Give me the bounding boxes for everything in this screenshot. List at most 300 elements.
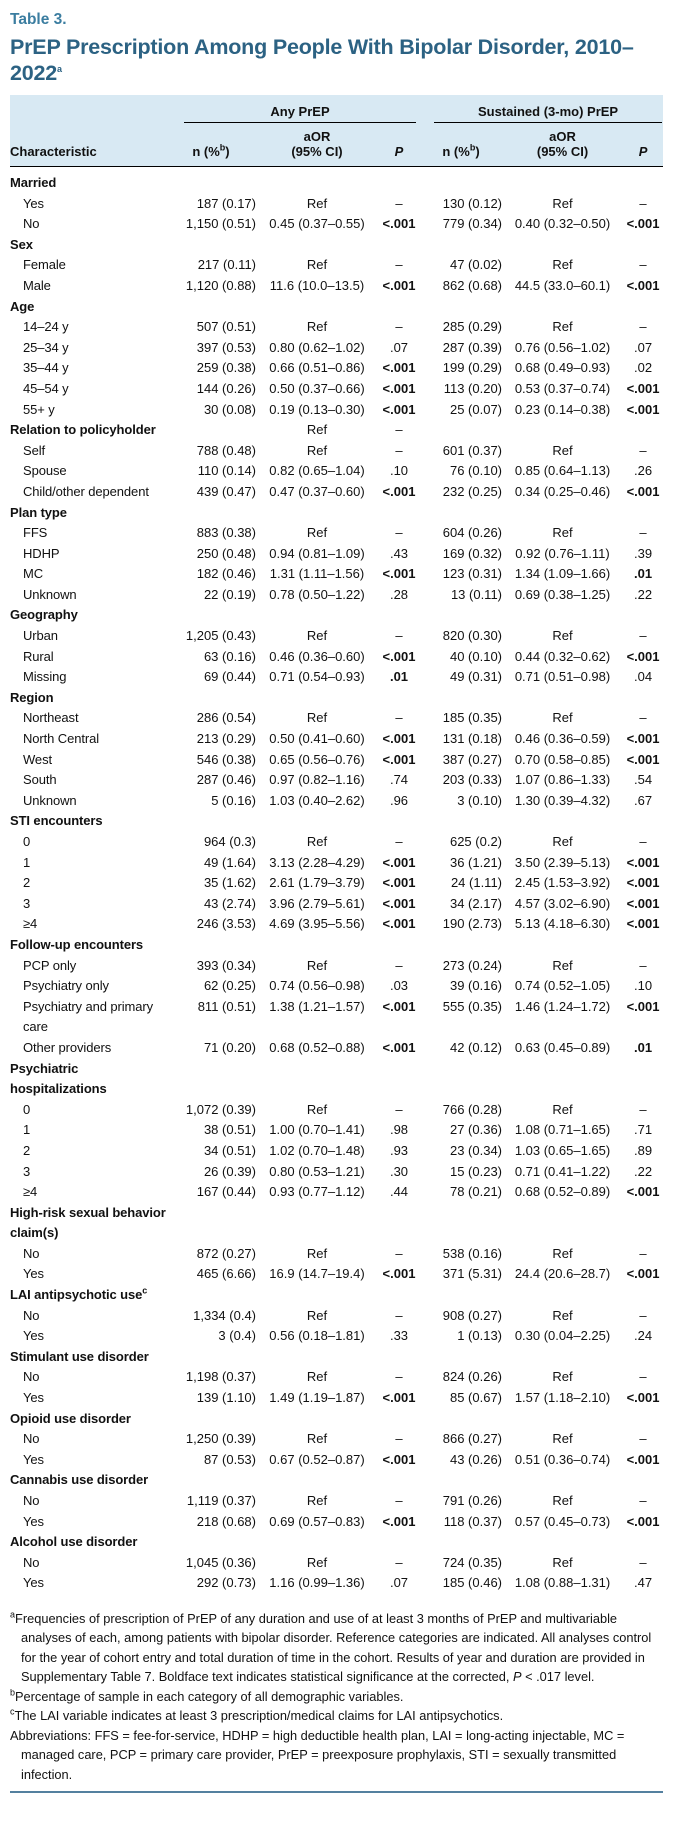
row-label: Psychiatric hospitalizations [10,1060,107,1097]
footnote [10,1706,663,1726]
cell-p1: <.001 [382,731,416,747]
cell-aor1: 1.00 (0.70–1.41) [269,1122,365,1138]
cell-aor2: 3.50 (2.39–5.13) [514,854,611,870]
cell-p2: <.001 [626,483,660,499]
cell-n2: 39 (0.16) [449,978,503,994]
cell-aor2: 0.71 (0.41–1.22) [514,1163,611,1179]
cell-aor1 [256,688,378,709]
cell-n2 [420,935,502,956]
cell-p2: – [639,442,647,458]
cell-n1 [166,1532,256,1553]
cell-p2: <.001 [626,1184,660,1200]
cell-n1 [166,503,256,524]
cell-aor2: 0.51 (0.36–0.74) [514,1451,611,1467]
cell-p1: .43 [389,545,409,561]
cell-aor2 [502,297,623,318]
cell-aor1: Ref [306,195,328,211]
cell-n2: 78 (0.21) [449,1184,503,1200]
cell-aor2: 5.13 (4.18–6.30) [514,916,611,932]
cell-aor1 [256,605,378,626]
table-row [10,750,663,771]
cell-p1: – [395,442,403,458]
cell-p1 [378,935,420,956]
cell-aor1: Ref [306,442,328,458]
cell-aor1 [256,935,378,956]
cell-aor2: 44.5 (33.0–60.1) [514,277,611,293]
cell-aor1: 1.49 (1.19–1.87) [269,1390,365,1406]
footnotes [10,1609,663,1785]
cell-n2: 824 (0.26) [442,1369,503,1385]
table-row [10,544,663,565]
table-row [10,1512,663,1533]
cell-n2: 118 (0.37) [443,1513,503,1529]
spanner-any-prep-label: Any PrEP [184,104,416,123]
row-label: Northeast [23,710,79,726]
table-row [10,708,663,729]
row-label: No [23,1307,40,1323]
cell-p1 [378,1470,420,1491]
row-label: Missing [23,669,67,685]
row-label: No [23,1245,40,1261]
cell-aor2: 0.30 (0.04–2.25) [514,1328,611,1344]
footnote-text: P [513,1669,522,1685]
cell-p1: <.001 [382,1513,416,1529]
cell-aor2 [502,935,623,956]
table-row [10,1553,663,1574]
cell-aor1: Ref [306,834,328,849]
cell-n1: 1,045 (0.36) [185,1554,256,1570]
table-row [10,585,663,606]
footnote-text: Percentage of sample in each category of all demographic variables. [15,1688,404,1704]
cell-n2: 199 (0.29) [442,360,503,376]
table-row [10,379,663,400]
cell-aor1 [256,1203,378,1244]
page-title-footnote-marker: a [57,63,62,74]
table-row [10,1059,663,1100]
cell-p1: .07 [389,339,409,355]
cell-p1: .10 [389,463,409,479]
cell-p2 [623,935,663,956]
row-label: No [23,1369,40,1385]
cell-aor2: 0.68 (0.52–0.89) [514,1184,611,1200]
row-label: Married [10,175,57,190]
cell-p2: <.001 [626,277,660,293]
cell-aor1: Ref [306,1369,328,1385]
cell-p1: <.001 [382,1451,416,1467]
cell-p2 [623,1470,663,1491]
cell-aor1: Ref [306,1493,328,1508]
cell-aor1: 1.03 (0.40–2.62) [269,792,365,808]
table-row [10,1306,663,1327]
table-row [10,441,663,462]
table-row [10,1573,663,1594]
row-label: Yes [23,1328,44,1344]
cell-aor2 [502,503,623,524]
cell-n2: 113 (0.20) [443,380,503,396]
cell-aor2: Ref [552,319,573,335]
cell-aor2: Ref [552,1554,573,1570]
cell-n1 [166,297,256,318]
table-row [10,811,663,832]
row-label: Female [23,257,66,273]
cell-aor2: 24.4 (20.6–28.7) [514,1266,611,1282]
cell-n2: 285 (0.29) [442,319,503,335]
cell-n1: 69 (0.44) [203,669,256,685]
cell-p2: .01 [633,1039,653,1055]
table-row [10,214,663,235]
row-label: Urban [23,628,58,644]
row-label: STI encounters [10,813,103,829]
col-header-aor1: aOR (95% CI) [256,123,378,167]
cell-n1: 144 (0.26) [196,380,256,396]
cell-aor2: 0.53 (0.37–0.74) [514,380,611,396]
cell-p2: – [639,1554,647,1570]
table-row [10,1388,663,1409]
cell-p2: <.001 [626,216,660,232]
cell-p1: <.001 [382,751,416,767]
page-title-text: PrEP Prescription Among People With Bipolar Disorder, 2010–2022 [10,35,634,85]
cell-n2 [420,235,502,256]
bottom-rule [10,1791,663,1793]
cell-aor2: 0.40 (0.32–0.50) [514,216,611,232]
page-title [10,34,663,86]
cell-p1: <.001 [382,566,416,582]
row-label: Male [23,277,51,293]
cell-aor2 [502,688,623,709]
cell-aor2 [502,1203,623,1244]
cell-n1: 393 (0.34) [196,957,256,973]
cell-n2: 601 (0.37) [442,442,503,458]
cell-n1: 5 (0.16) [211,792,256,808]
table-row [10,626,663,647]
cell-aor1: Ref [306,525,328,541]
cell-p1: .96 [389,792,409,808]
table-row [10,1409,663,1430]
cell-n2: 36 (1.21) [449,854,503,870]
cell-aor2: 0.85 (0.64–1.13) [514,463,611,479]
cell-n1: 43 (2.74) [203,895,256,911]
table-row [10,1532,663,1553]
cell-n1: 1,334 (0.4) [193,1307,256,1323]
row-label: Opioid use disorder [10,1410,131,1426]
row-label: Follow-up encounters [10,936,144,952]
cell-n1: 38 (0.51) [203,1122,256,1138]
cell-p1: .33 [389,1328,409,1344]
cell-n1 [166,811,256,832]
cell-p1: – [395,1554,403,1570]
cell-p1: <.001 [382,401,416,417]
table-row [10,1429,663,1450]
table-row [10,503,663,524]
cell-aor1: 16.9 (14.7–19.4) [269,1266,365,1282]
cell-aor1: 0.19 (0.13–0.30) [269,401,365,417]
cell-n2 [420,811,502,832]
cell-aor2: Ref [552,1245,573,1261]
cell-p2 [623,503,663,524]
cell-n1 [166,605,256,626]
footnote-marker: b [10,1687,16,1698]
table-row [10,605,663,626]
table-row [10,729,663,750]
cell-aor1: 0.74 (0.56–0.98) [269,978,365,994]
cell-n2 [420,503,502,524]
cell-n1: 964 (0.3) [203,834,256,849]
cell-n1: 62 (0.25) [203,978,256,994]
cell-aor2: 0.23 (0.14–0.38) [514,401,611,417]
cell-aor1: Ref [306,422,328,438]
cell-p1: <.001 [382,854,416,870]
cell-n1: 259 (0.38) [196,360,256,376]
cell-n1: 250 (0.48) [196,545,256,561]
cell-p1 [378,1409,420,1430]
cell-aor1: 0.46 (0.36–0.60) [269,648,365,664]
cell-n2: 23 (0.34) [449,1142,503,1158]
table-row [10,1141,663,1162]
cell-n2 [420,1059,502,1100]
cell-aor1: 0.45 (0.37–0.55) [269,216,365,232]
cell-n1: 87 (0.53) [203,1451,256,1467]
cell-p2 [623,688,663,709]
cell-p2: – [639,957,647,973]
table-row [10,853,663,874]
cell-n2: 47 (0.02) [449,257,503,273]
cell-p2: – [639,1307,647,1323]
cell-p2: – [639,195,647,211]
cell-p1 [378,1347,420,1368]
cell-n2: 387 (0.27) [442,751,503,767]
cell-n2 [420,688,502,709]
cell-p1: .93 [389,1142,409,1158]
row-label: HDHP [23,545,60,561]
table-row [10,1203,663,1244]
cell-aor1 [256,1470,378,1491]
cell-aor2: 0.57 (0.45–0.73) [514,1513,611,1529]
cell-aor2: 0.63 (0.45–0.89) [514,1039,611,1055]
cell-aor1 [256,503,378,524]
table-body [10,167,663,1594]
row-label: PCP only [23,957,77,973]
cell-n2: 724 (0.35) [442,1554,503,1570]
cell-p2 [623,297,663,318]
cell-p2: .02 [633,360,653,376]
cell-p2: .39 [633,545,653,561]
cell-p1: <.001 [382,1039,416,1055]
cell-aor1: 11.6 (10.0–13.5) [269,277,365,293]
cell-aor2: Ref [552,628,573,644]
cell-p2: – [639,319,647,335]
cell-aor2: Ref [552,1101,573,1117]
cell-p2 [623,811,663,832]
cell-n1: 397 (0.53) [196,339,256,355]
row-label: Psychiatry only [23,978,109,994]
cell-n2: 49 (0.31) [449,669,503,685]
row-label: No [23,216,40,232]
row-label: Yes [23,1575,44,1591]
cell-p2: .04 [633,669,653,685]
cell-p1: – [395,834,403,849]
cell-p2: <.001 [626,854,660,870]
cell-n1: 1,150 (0.51) [185,216,256,232]
table-row [10,1100,663,1121]
row-label: 3 [23,1163,31,1179]
cell-aor2: 1.08 (0.71–1.65) [514,1122,611,1138]
cell-p1: <.001 [382,380,416,396]
cell-n1: 292 (0.73) [196,1575,256,1591]
table-row [10,1264,663,1285]
cell-p1: – [395,628,403,644]
cell-p1 [378,1285,420,1306]
cell-p1: – [395,319,403,335]
cell-n1: 35 (1.62) [203,875,256,891]
footnote [10,1609,663,1687]
cell-p1: <.001 [382,277,416,293]
cell-p1 [378,1203,420,1244]
cell-aor2 [502,420,623,441]
cell-p2: .24 [633,1328,653,1344]
cell-p1: <.001 [382,916,416,932]
cell-n1: 287 (0.46) [196,772,256,788]
cell-p2: .47 [633,1575,653,1591]
cell-p2: <.001 [626,895,660,911]
cell-n1: 1,198 (0.37) [185,1369,256,1385]
col-header-aor2: aOR (95% CI) [502,123,623,167]
cell-p1: <.001 [382,998,416,1014]
row-label: Geography [10,607,78,623]
row-label: ≥4 [23,1184,38,1200]
table-row [10,1120,663,1141]
cell-aor1 [256,167,378,194]
cell-n1: 811 (0.51) [197,998,256,1014]
row-label: West [23,751,52,767]
cell-n2: 273 (0.24) [442,957,503,973]
cell-aor2: Ref [552,195,573,211]
table-row [10,1162,663,1183]
cell-p2: .71 [633,1122,653,1138]
cell-p2: .67 [633,792,653,808]
row-label: Cannabis use disorder [10,1472,149,1488]
cell-p2: .07 [633,339,653,355]
table-row [10,523,663,544]
cell-n2 [420,1285,502,1306]
row-label: 45–54 y [23,380,69,396]
col-header-p2: P [623,123,663,167]
table-header [10,95,663,167]
cell-aor2 [502,1532,623,1553]
cell-aor1 [256,1285,378,1306]
row-label: Yes [23,195,44,211]
cell-aor1: 0.65 (0.56–0.76) [269,751,365,767]
table-row [10,461,663,482]
cell-p2: – [639,1245,647,1261]
cell-n2: 169 (0.32) [442,545,503,561]
table-row [10,1450,663,1471]
cell-p1: <.001 [382,875,416,891]
cell-p2: .10 [633,978,653,994]
cell-p1: <.001 [382,648,416,664]
cell-n2 [420,605,502,626]
cell-p2: <.001 [626,401,660,417]
cell-p2 [623,1409,663,1430]
footnote-text: Frequencies of prescription of PrEP of any duration and use of at least 3 months of PrEP and multivariable analyses of each, among patients with bipolar disorder. Reference categories are indicated. All analyses control for the year of cohort entry and total duration of time in the cohort. Results of year and duration are provided in Supplementary Table 7. Boldface text indicates statistical significance at the corrected, [15,1610,652,1685]
cell-aor1: Ref [306,1101,328,1117]
cell-aor2: 1.46 (1.24–1.72) [514,998,611,1014]
cell-p1: – [395,1101,403,1117]
row-label: MC [23,566,44,582]
table-row [10,935,663,956]
table-row [10,167,663,194]
cell-n2: 42 (0.12) [449,1039,503,1055]
cell-n2: 123 (0.31) [442,566,503,582]
cell-p1: – [395,1369,403,1385]
table-row [10,1367,663,1388]
table-row [10,255,663,276]
cell-n2: 131 (0.18) [442,731,503,747]
row-label: Yes [23,1513,44,1529]
cell-aor2: 1.07 (0.86–1.33) [514,772,611,788]
row-label: Unknown [23,792,77,808]
row-label: Age [10,298,35,314]
table-row [10,317,663,338]
cell-n1 [166,688,256,709]
row-label: Plan type [10,504,67,520]
cell-aor2: Ref [552,1431,573,1447]
table-row [10,976,663,997]
row-label: Stimulant use disorder [10,1348,149,1364]
cell-aor2 [502,167,623,194]
row-label: 14–24 y [23,319,69,335]
cell-p1: .28 [389,586,409,602]
cell-p2: <.001 [626,875,660,891]
row-label: 35–44 y [23,360,69,376]
row-label: Alcohol use disorder [10,1534,138,1550]
cell-n2: 604 (0.26) [442,525,503,541]
table-row [10,914,663,935]
cell-n2: 185 (0.46) [442,1575,503,1591]
cell-aor1: 0.67 (0.52–0.87) [269,1451,365,1467]
row-label: Unknown [23,586,77,602]
cell-p1 [378,811,420,832]
cell-aor1: 0.80 (0.53–1.21) [269,1163,365,1179]
cell-aor1: Ref [306,710,328,726]
cell-n1: 1,120 (0.88) [185,277,256,293]
cell-n2: 820 (0.30) [442,628,503,644]
cell-p2: – [639,257,647,273]
cell-aor2: 0.34 (0.25–0.46) [514,483,611,499]
cell-p1 [378,688,420,709]
col-header-p1: P [378,123,420,167]
cell-p2: <.001 [626,998,660,1014]
cell-aor2: Ref [552,710,573,726]
cell-n1: 439 (0.47) [196,483,256,499]
cell-aor2: 0.44 (0.32–0.62) [514,648,611,664]
cell-aor1 [256,811,378,832]
cell-n1: 71 (0.20) [203,1039,256,1055]
table-row [10,832,663,853]
cell-aor1: 0.71 (0.54–0.93) [269,669,365,685]
cell-aor1 [256,1059,378,1100]
cell-aor2: 0.70 (0.58–0.85) [514,751,611,767]
cell-n2 [420,297,502,318]
cell-p1 [378,1532,420,1553]
footnote [10,1687,663,1707]
cell-p1: .98 [389,1122,409,1138]
table-row [10,297,663,318]
footnote [10,1726,663,1785]
row-label: 1 [23,1122,31,1138]
cell-aor1 [256,1532,378,1553]
cell-aor1: 0.68 (0.52–0.88) [269,1039,365,1055]
column-header-row [10,123,663,167]
